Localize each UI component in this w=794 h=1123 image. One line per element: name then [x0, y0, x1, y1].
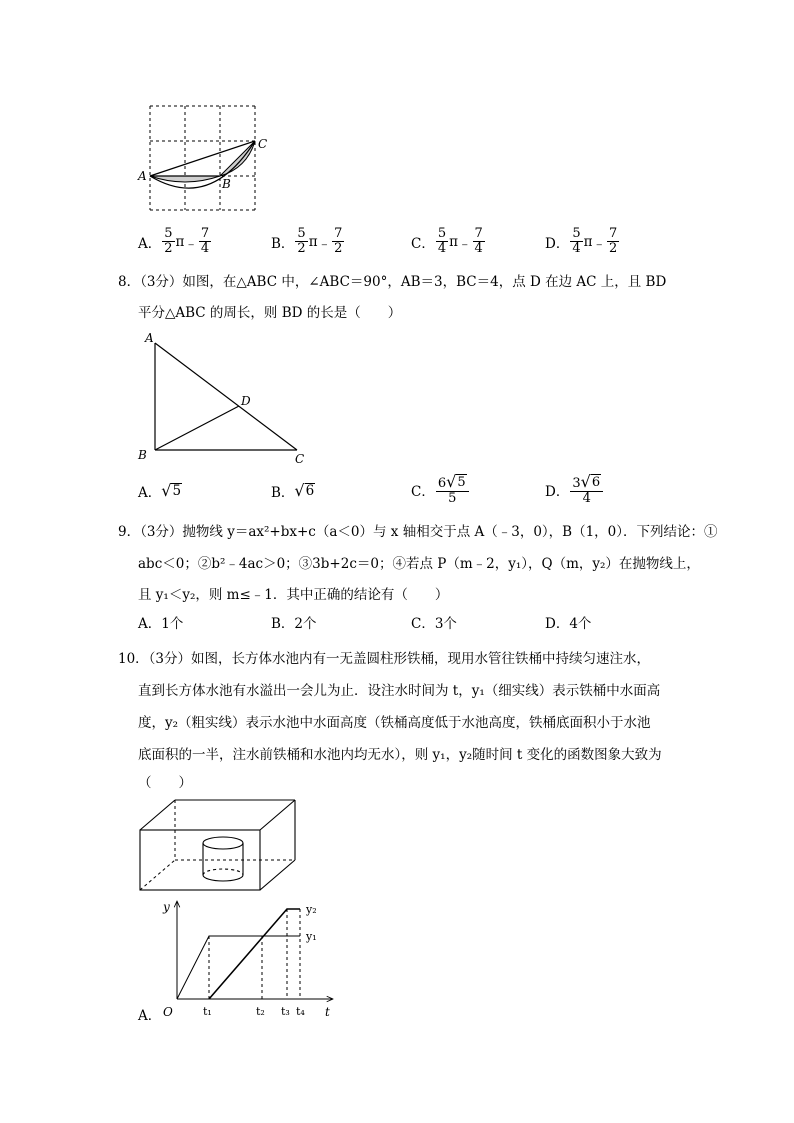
q8-label-a: A — [145, 331, 154, 345]
q7-option-c[interactable]: C． $\frac{5}{4}$ π ﹣ $\frac{7}{4}$ — [411, 226, 483, 256]
q9-stem-line2: abc＜0；②b²﹣4ac＞0；③3b+2c＝0；④若点 P（m﹣2，y₁），Q（m，y₂）在抛物线上， — [138, 556, 700, 572]
q7-label-b: B — [222, 177, 231, 191]
graph-x-label: t — [325, 1005, 330, 1019]
graph-series-y2: y₂ — [306, 903, 317, 916]
q10-stem-line5: （ ） — [138, 775, 192, 791]
q7-label-a: A — [138, 169, 147, 183]
q10-stem-line2: 直到长方体水池有水溢出一会儿为止．设注水时间为 t，y₁（细实线）表示铁桶中水面高 — [138, 683, 661, 699]
q7-label-c: C — [258, 137, 268, 151]
q8-option-c[interactable]: C． 6 √ 5 5 — [411, 474, 470, 506]
q8-option-a[interactable]: A． √ 5 — [138, 481, 182, 501]
graph-origin: O — [163, 1005, 173, 1019]
option-letter: C． — [411, 235, 435, 252]
q10-option-a-graph[interactable] — [155, 895, 345, 1025]
q7-option-d[interactable]: D． $\frac{5}{4}$ π ﹣ $\frac{7}{2}$ — [545, 226, 618, 256]
option-letter: D． — [545, 235, 570, 252]
q9-option-c[interactable]: C．3个 — [411, 616, 457, 632]
option-letter: A． — [138, 235, 162, 252]
option-letter: B． — [271, 235, 295, 252]
graph-y1-line — [177, 936, 300, 999]
q9-option-b[interactable]: B．2个 — [271, 616, 317, 632]
graph-tick-t1: t₁ — [203, 1005, 212, 1018]
q10-option-a-letter[interactable]: A． — [138, 1008, 162, 1024]
q8-label-b: B — [138, 448, 147, 462]
q8-label-d: D — [241, 394, 251, 408]
bucket-cylinder — [203, 837, 243, 881]
q10-stem-line4: 底面积的一半，注水前铁桶和水池内均无水），则 y₁，y₂随时间 t 变化的函数图象大致为 — [138, 747, 662, 763]
q8-stem-line2: 平分△ABC 的周长，则 BD 的长是（ ） — [138, 305, 402, 321]
graph-y-label: y — [163, 900, 170, 914]
q7-option-a[interactable]: A． $\frac{5}{2}$ π ﹣ $\frac{7}{4}$ — [138, 226, 210, 256]
q8-label-c: C — [295, 452, 305, 466]
graph-y2-line — [209, 909, 300, 999]
graph-tick-t3: t₃ — [281, 1005, 290, 1018]
q7-grid-diagram — [135, 100, 280, 215]
q9-option-a[interactable]: A．1个 — [138, 616, 184, 632]
graph-tick-t4: t₄ — [296, 1005, 305, 1018]
q10-stem-line1: 10．（3分）如图，长方体水池内有一无盖圆柱形铁桶，现用水管往铁桶中持续匀速注水， — [118, 651, 651, 667]
q10-tank-diagram — [135, 795, 305, 895]
q9-option-d[interactable]: D．4个 — [545, 616, 592, 632]
q8-triangle-diagram — [135, 325, 315, 470]
q9-stem-line1: 9．（3分）抛物线 y＝ax²+bx+c（a＜0）与 x 轴相交于点 A（﹣3，0），B（1，0）．下列结论：① — [118, 524, 718, 540]
q8-stem-line1: 8．（3分）如图，在△ABC 中，∠ABC＝90°，AB＝3，BC＝4，点 D 在边 AC 上，且 BD — [118, 274, 667, 290]
graph-series-y1: y₁ — [306, 930, 317, 943]
graph-tick-t2: t₂ — [256, 1005, 265, 1018]
q8-option-b[interactable]: B． √ 6 — [271, 481, 315, 501]
q7-option-b[interactable]: B． $\frac{5}{2}$ π ﹣ $\frac{7}{2}$ — [271, 226, 343, 256]
q9-stem-line3: 且 y₁＜y₂，则 m≤﹣1．其中正确的结论有（ ） — [138, 587, 449, 603]
q10-stem-line3: 度，y₂（粗实线）表示水池中水面高度（铁桶高度低于水池高度，铁桶底面积小于水池 — [138, 715, 651, 731]
q8-option-d[interactable]: D． 3 √ 6 4 — [545, 474, 604, 506]
